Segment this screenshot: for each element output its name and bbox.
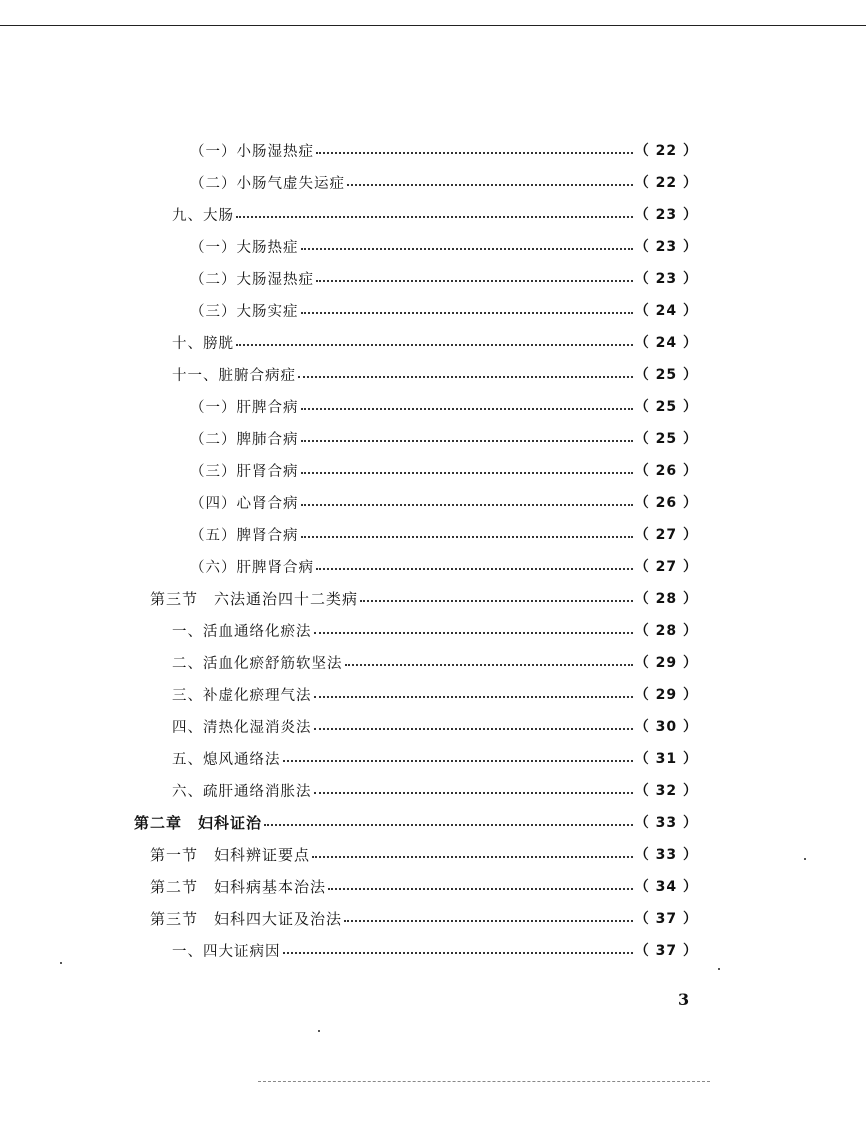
toc-leader-dots — [314, 728, 633, 730]
scan-speck — [60, 962, 62, 964]
toc-entry-title: （六）肝脾肾合病 — [190, 559, 314, 576]
toc-entry — [172, 714, 698, 738]
toc-entry-page: （ 27 ） — [634, 527, 698, 543]
toc-leader-dots — [328, 888, 633, 890]
toc-leader-dots — [314, 792, 633, 794]
toc-entry-page: （ 32 ） — [634, 783, 698, 799]
toc-entry — [150, 842, 698, 866]
toc-entry-page: （ 26 ） — [634, 463, 698, 479]
toc-leader-dots — [301, 248, 633, 250]
toc-entry-title: （三）肝肾合病 — [190, 463, 299, 480]
scan-speck — [318, 1030, 320, 1032]
scan-speck — [804, 858, 806, 860]
toc-leader-dots — [347, 184, 633, 186]
toc-leader-dots — [316, 568, 633, 570]
toc-entry-page: （ 37 ） — [634, 911, 698, 927]
toc-leader-dots — [283, 760, 633, 762]
toc-leader-dots — [298, 376, 633, 378]
toc-entry — [190, 490, 698, 514]
toc-entry-title: （一）小肠湿热症 — [190, 143, 314, 160]
toc-entry-title: 第一节 妇科辨证要点 — [150, 845, 311, 864]
toc-leader-dots — [345, 664, 633, 666]
toc-entry — [172, 618, 698, 642]
toc-leader-dots — [236, 216, 633, 218]
toc-entry — [172, 778, 698, 802]
toc-entry-page: （ 26 ） — [634, 495, 698, 511]
toc-entry-page: （ 33 ） — [634, 847, 698, 863]
toc-leader-dots — [360, 600, 633, 602]
toc-entry-page: （ 24 ） — [634, 303, 698, 319]
toc-entry — [172, 362, 698, 386]
toc-entry-page: （ 33 ） — [634, 815, 698, 831]
toc-entry-page: （ 28 ） — [634, 591, 698, 607]
toc-entry-page: （ 30 ） — [634, 719, 698, 735]
toc-leader-dots — [314, 696, 633, 698]
toc-entry-title: 第二节 妇科病基本治法 — [150, 877, 327, 896]
toc-entry — [190, 234, 698, 258]
toc-leader-dots — [264, 824, 633, 826]
toc-leader-dots — [283, 952, 633, 954]
toc-entry — [190, 426, 698, 450]
toc-entry-title: （四）心肾合病 — [190, 495, 299, 512]
toc-entry-page: （ 23 ） — [634, 207, 698, 223]
toc-entry-title: 一、活血通络化瘀法 — [172, 623, 312, 640]
toc-entry-title: 二、活血化瘀舒筋软坚法 — [172, 655, 343, 672]
toc-entry-title: 四、清热化湿消炎法 — [172, 719, 312, 736]
page-number: 3 — [678, 990, 690, 1009]
toc-entry-page: （ 31 ） — [634, 751, 698, 767]
toc-entry — [190, 458, 698, 482]
toc-entry-title: 六、疏肝通络消胀法 — [172, 783, 312, 800]
toc-entry-page: （ 25 ） — [634, 367, 698, 383]
bottom-scan-line — [258, 1081, 710, 1082]
toc-entry-page: （ 29 ） — [634, 655, 698, 671]
toc-entry-title: （二）脾肺合病 — [190, 431, 299, 448]
toc-entry-page: （ 24 ） — [634, 335, 698, 351]
toc-leader-dots — [301, 536, 633, 538]
toc-entry-page: （ 27 ） — [634, 559, 698, 575]
toc-entry — [190, 170, 698, 194]
toc-entry-page: （ 22 ） — [634, 143, 698, 159]
toc-entry — [172, 202, 698, 226]
toc-leader-dots — [344, 920, 633, 922]
toc-entry — [134, 810, 698, 834]
toc-entry — [172, 682, 698, 706]
toc-entry — [150, 906, 698, 930]
toc-entry — [190, 298, 698, 322]
toc-leader-dots — [301, 504, 633, 506]
toc-entry-title: （五）脾肾合病 — [190, 527, 299, 544]
toc-leader-dots — [314, 632, 633, 634]
toc-entry-title: 一、四大证病因 — [172, 943, 281, 960]
toc-entry-page: （ 34 ） — [634, 879, 698, 895]
toc-entry — [190, 138, 698, 162]
toc-entry-page: （ 23 ） — [634, 239, 698, 255]
toc-entry — [190, 266, 698, 290]
toc-leader-dots — [301, 312, 633, 314]
toc-entry-page: （ 23 ） — [634, 271, 698, 287]
toc-entry-title: （一）大肠热症 — [190, 239, 299, 256]
toc-leader-dots — [301, 408, 633, 410]
toc-entry — [190, 394, 698, 418]
toc-leader-dots — [316, 280, 633, 282]
toc-entry-page: （ 37 ） — [634, 943, 698, 959]
toc-entry — [190, 522, 698, 546]
toc-entry — [172, 330, 698, 354]
toc-entry-title: （二）小肠气虚失运症 — [190, 175, 345, 192]
toc-entry — [172, 938, 698, 962]
toc-leader-dots — [301, 472, 633, 474]
toc-entry-page: （ 22 ） — [634, 175, 698, 191]
top-rule — [0, 25, 866, 26]
scan-speck — [718, 968, 720, 970]
toc-entry-title: 十、膀胱 — [172, 335, 234, 352]
toc-entry-title: 三、补虚化瘀理气法 — [172, 687, 312, 704]
toc-entry-title: （二）大肠湿热症 — [190, 271, 314, 288]
toc-entry-page: （ 28 ） — [634, 623, 698, 639]
toc-entry-title: （一）肝脾合病 — [190, 399, 299, 416]
toc-entry-title: 第二章 妇科证治 — [134, 813, 263, 832]
toc-entry — [172, 650, 698, 674]
toc-entry — [190, 554, 698, 578]
toc-entry — [150, 586, 698, 610]
toc-entry-page: （ 29 ） — [634, 687, 698, 703]
toc-entry-title: 五、熄风通络法 — [172, 751, 281, 768]
toc-entry-page: （ 25 ） — [634, 431, 698, 447]
toc-entry-title: （三）大肠实症 — [190, 303, 299, 320]
toc-leader-dots — [312, 856, 633, 858]
toc-entry-title: 十一、脏腑合病症 — [172, 367, 296, 384]
toc-entry-page: （ 25 ） — [634, 399, 698, 415]
toc-entry-title: 九、大肠 — [172, 207, 234, 224]
toc-leader-dots — [236, 344, 633, 346]
toc-leader-dots — [316, 152, 633, 154]
toc-entry-title: 第三节 六法通治四十二类病 — [150, 589, 359, 608]
toc-entry — [150, 874, 698, 898]
toc-entry-title: 第三节 妇科四大证及治法 — [150, 909, 343, 928]
toc-entry — [172, 746, 698, 770]
toc-leader-dots — [301, 440, 633, 442]
